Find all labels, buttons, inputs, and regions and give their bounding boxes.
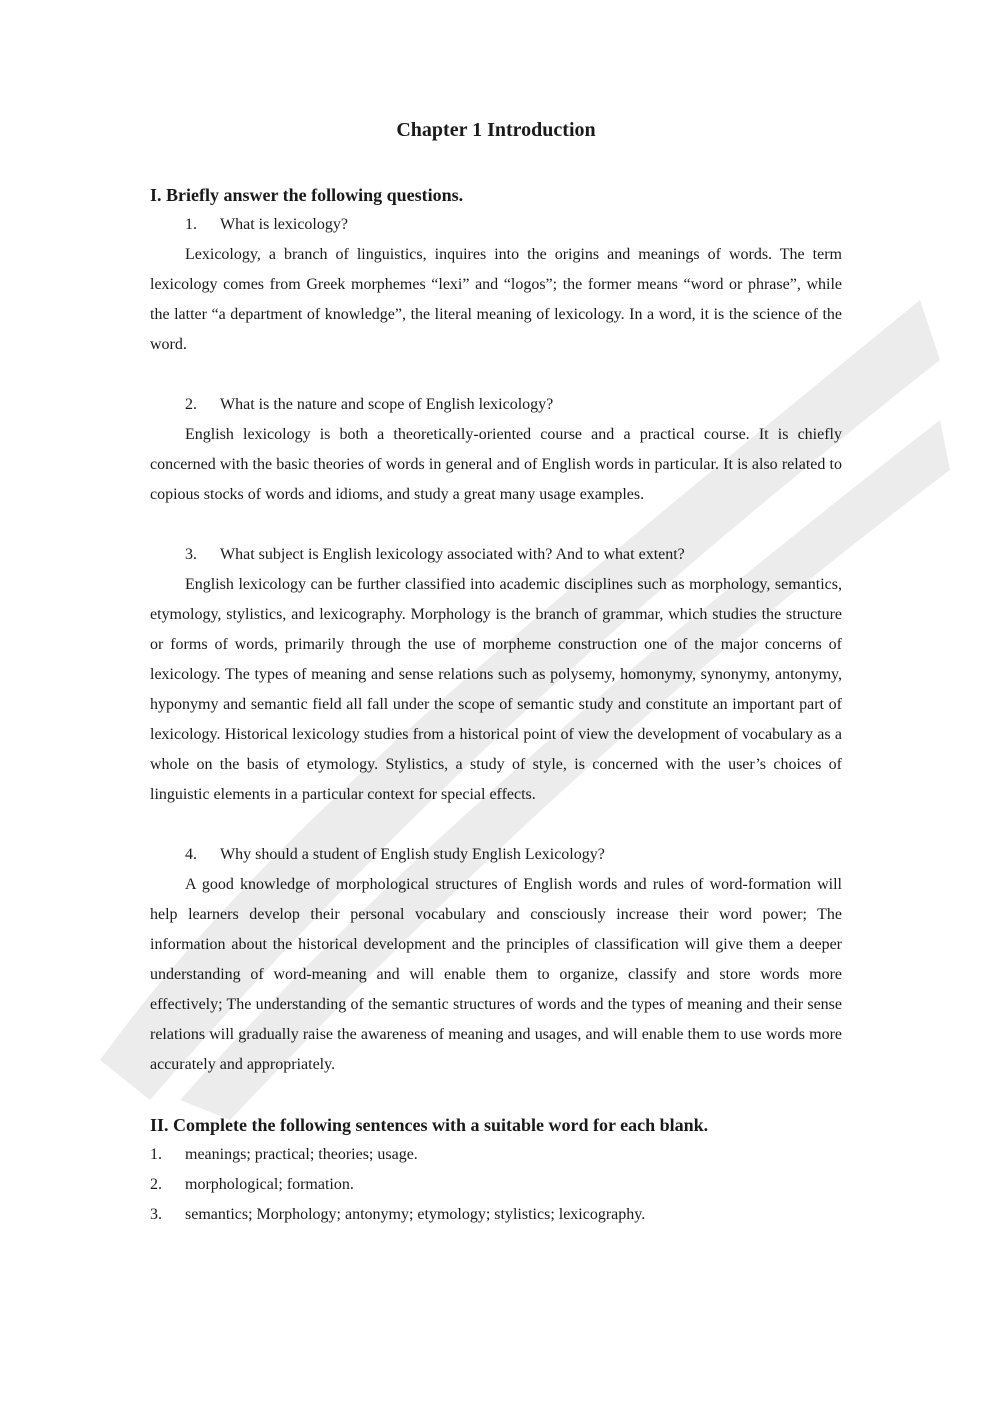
chapter-title: Chapter 1 Introduction xyxy=(396,119,596,141)
fill-item-1 xyxy=(150,1140,842,1170)
item-text: meanings; practical; theories; usage. xyxy=(185,1146,418,1163)
item-number: 3. xyxy=(150,1206,162,1223)
question-block-2 xyxy=(150,390,842,510)
answer-2: English lexicology is both a theoretically-oriented course and a practical course. It is chiefly concerned with the basic theories of words in general and of English words in particular. It is also related to copious stocks of words and idioms, and study a great many usage examples. xyxy=(150,426,842,503)
fill-item-2 xyxy=(150,1170,842,1200)
item-number: 2. xyxy=(150,1176,162,1193)
item-number: 1. xyxy=(150,1146,162,1163)
question-text: What is lexicology? xyxy=(220,216,348,233)
question-number: 1. xyxy=(185,216,197,233)
section-heading-1: I. Briefly answer the following questions. xyxy=(150,185,464,205)
answer-3: English lexicology can be further classified into academic disciplines such as morphology, semantics, etymology, stylistics, and lexicography. Morphology is the branch of grammar, which studies the structure or forms of words, primarily through the use of morpheme construction one of the major concerns of lexicology. The types of meaning and sense relations such as polysemy, homonymy, synonymy, antonymy, hyponymy and semantic field all fall under the scope of semantic study and constitute an important part of lexicology. Historical lexicology studies from a historical point of view the development of vocabulary as a whole on the basis of etymology. Stylistics, a study of style, is concerned with the user’s choices of linguistic elements in a particular context for special effects. xyxy=(150,576,842,803)
question-2 xyxy=(150,390,842,420)
question-block-4 xyxy=(150,840,842,1080)
question-3 xyxy=(150,540,842,570)
answer-1: Lexicology, a branch of linguistics, inquires into the origins and meanings of words. The term lexicology comes from Greek morphemes “lexi” and “logos”; the former means “word or phrase”, while the latter “a department of knowledge”, the literal meaning of lexicology. In a word, it is the science of the word. xyxy=(150,246,842,353)
question-number: 3. xyxy=(185,546,197,563)
item-text: morphological; formation. xyxy=(185,1176,354,1193)
question-text: What subject is English lexicology associated with? And to what extent? xyxy=(220,546,685,563)
document-page xyxy=(150,118,842,1230)
question-4 xyxy=(150,840,842,870)
question-number: 4. xyxy=(185,846,197,863)
question-text: What is the nature and scope of English lexicology? xyxy=(220,396,554,413)
fill-item-3 xyxy=(150,1200,842,1230)
section-heading-2: II. Complete the following sentences with a suitable word for each blank. xyxy=(150,1115,709,1135)
question-block-1 xyxy=(150,210,842,360)
question-block-3 xyxy=(150,540,842,810)
item-text: semantics; Morphology; antonymy; etymology; stylistics; lexicography. xyxy=(185,1206,646,1223)
question-number: 2. xyxy=(185,396,197,413)
question-text: Why should a student of English study English Lexicology? xyxy=(220,846,605,863)
answer-4: A good knowledge of morphological structures of English words and rules of word-formation will help learners develop their personal vocabulary and consciously increase their word power; The information about the historical development and the principles of classification will give them a deeper understanding of word-meaning and will enable them to organize, classify and store words more effectively; The understanding of the semantic structures of words and the types of meaning and their sense relations will gradually raise the awareness of meaning and usages, and will enable them to use words more accurately and appropriately. xyxy=(150,876,842,1073)
question-1 xyxy=(150,210,842,240)
